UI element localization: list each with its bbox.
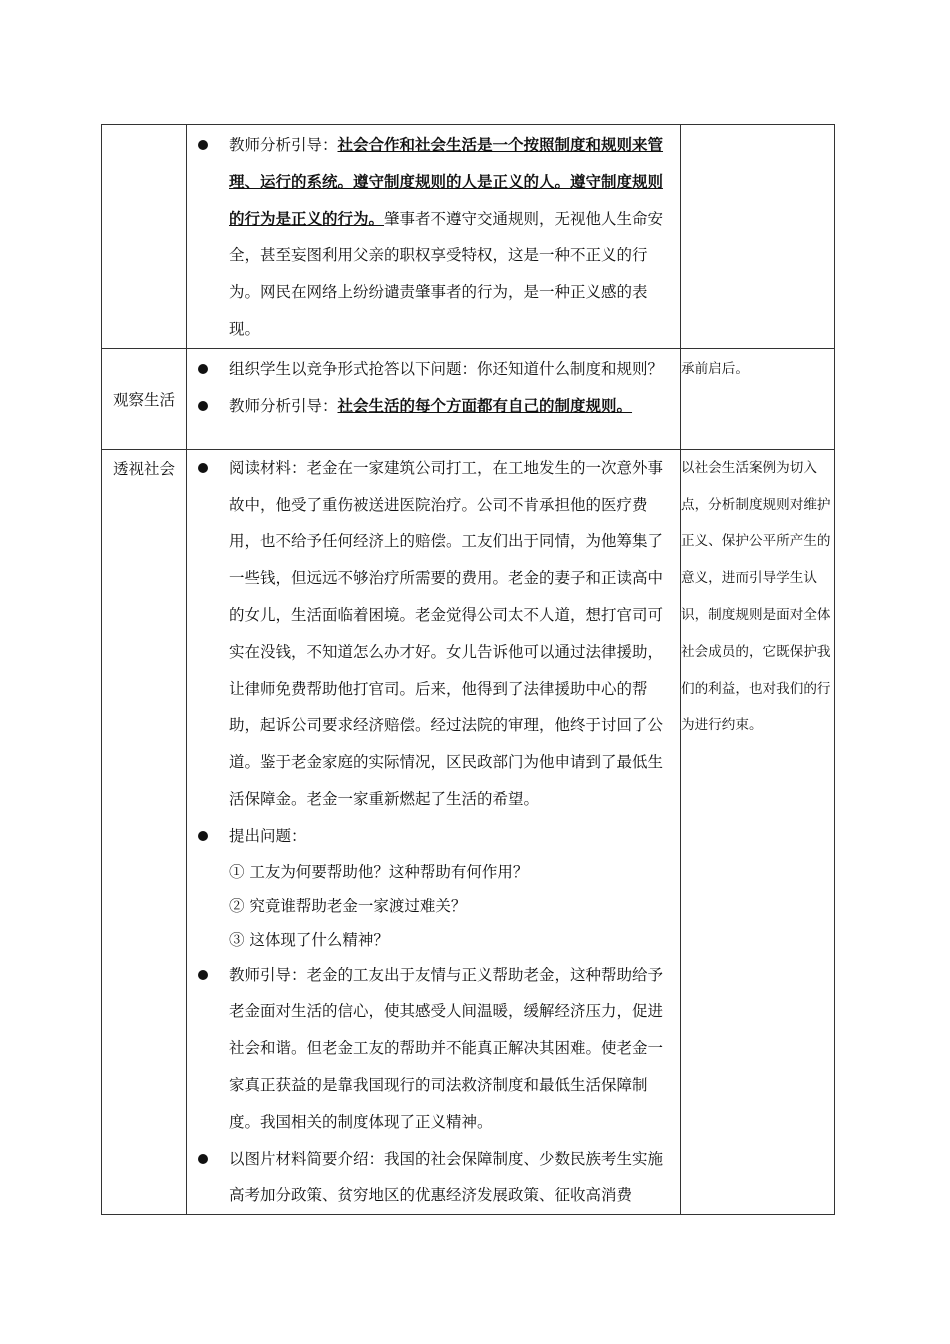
item-prefix: 教师分析引导： — [229, 396, 338, 415]
question-item: ③ 这体现了什么精神？ — [229, 930, 389, 949]
section-cell — [102, 449, 187, 1214]
section-label: 透视社会 — [112, 459, 175, 478]
item-text: 教师引导：老金的工友出于友情与正义帮助老金，这种帮助给予老金面对生活的信心，使其感受人间温暖，缓解经济压力，促进社会和谐。但老金工友的帮助并不能真正解决其困难。使老金一家真正获益的是靠我国现行的司法救济制度和最低生活保障制度。我国相关的制度体现了正义精神。 — [229, 965, 664, 1131]
note-cell: 承前启后。 — [681, 348, 835, 449]
bullet-icon — [198, 401, 208, 411]
bullet-icon — [198, 970, 208, 980]
bullet-icon — [198, 463, 208, 473]
section-cell — [102, 125, 187, 349]
table-row — [102, 449, 835, 1214]
item-prefix: 教师分析引导： — [229, 136, 338, 154]
section-label: 观察生活 — [112, 390, 175, 409]
bullet-icon — [198, 140, 208, 150]
bullet-icon — [198, 831, 208, 841]
content-cell — [187, 125, 681, 349]
bullet-icon — [198, 364, 208, 374]
item-text: 阅读材料：老金在一家建筑公司打工，在工地发生的一次意外事故中，他受了重伤被送进医院治疗。公司不肯承担他的医疗费用，也不给予任何经济上的赔偿。工友们出于同情，为他筹集了一些钱，但远远不够治疗所需要的费用。老金的妻子和正读高中的女儿，生活面临着困境。老金觉得公司太不人道，想打官司可实在没钱，不知道怎么办才好。女儿告诉他可以通过法律援助，让律师免费帮助他打官司。后来，他得到了法律援助中心的帮助，起诉公司要求经济赔偿。经过法院的审理，他终于讨回了公道。鉴于老金家庭的实际情况，区民政部门为他申请到了最低生活保障金。老金一家重新燃起了生活的希望。 — [229, 458, 664, 808]
bullet-item — [187, 351, 680, 388]
item-text: 肇事者不遵守交通规则，无视他人生命安全，甚至妄图利用父亲的职权享受特权，这是一种不正义的行为。网民在网络上纷纷谴责肇事者的行为，是一种正义感的表现。 — [229, 209, 664, 338]
note-cell: 以社会生活案例为切入点，分析制度规则对维护正义、保护公平所产生的意义，进而引导学生认识，制度规则是面对全体社会成员的，它既保护我们的利益，也对我们的行为进行约束。 — [681, 449, 835, 1214]
content-cell — [187, 348, 681, 449]
item-text: 以图片材料简要介绍：我国的社会保障制度、少数民族考生实施高考加分政策、贫穷地区的优惠经济发展政策、征收高消费 — [229, 1149, 664, 1205]
question-item: ② 究竟谁帮助老金一家渡过难关？ — [229, 896, 467, 915]
section-cell — [102, 348, 187, 449]
item-text: 组织学生以竞争形式抢答以下问题：你还知道什么制度和规则？ — [229, 359, 664, 378]
table-row — [102, 125, 835, 349]
bullet-item — [187, 1141, 680, 1215]
bullet-item — [187, 450, 680, 818]
content-cell — [187, 449, 681, 1214]
question-item: ① 工友为何要帮助他？这种帮助有何作用？ — [229, 862, 529, 881]
bullet-item — [187, 957, 680, 1141]
lesson-plan-table — [101, 124, 835, 1215]
table-row — [102, 348, 835, 449]
bullet-item — [187, 388, 680, 425]
bullet-icon — [198, 1154, 208, 1164]
item-text: 提出问题： — [229, 826, 307, 845]
note-cell — [681, 125, 835, 349]
emphasis-text: 社会合作和社会生活是一个按照制度和规则来管理、运行的系统。遵守制度规则的人是正义的人。遵守制度规则的行为是正义的行为。 — [229, 135, 664, 228]
bullet-item — [187, 818, 680, 855]
emphasis-text: 社会生活的每个方面都有自己的制度规则。 — [337, 395, 633, 415]
bullet-item — [187, 127, 680, 348]
